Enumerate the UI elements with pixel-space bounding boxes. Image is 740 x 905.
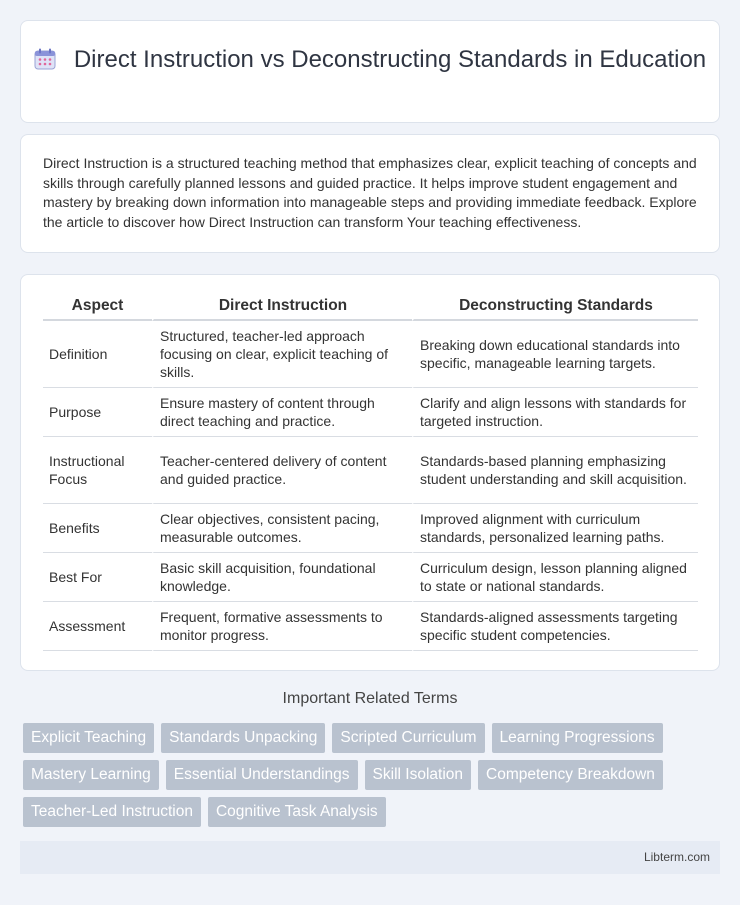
intro-text: Direct Instruction is a structured teaching method that emphasizes clear, explicit teaching of concepts and skills through carefully planned lessons and guided practice. It helps improve student engagement and mastery by breaking down information into manageable steps and providing immediate feedback. Explore the article to discover how Direct Instruction can transform Your teaching effectiveness. [43, 155, 697, 230]
related-term-tag[interactable]: Standards Unpacking [161, 723, 325, 753]
page-title-text: Direct Instruction vs Deconstructing Standards in Education [73, 46, 707, 73]
table-cell-aspect: Instructional Focus [43, 437, 152, 504]
table-row [43, 602, 698, 651]
table-cell: Standards-based planning emphasizing student understanding and skill acquisition. [412, 437, 698, 504]
table-cell: Ensure mastery of content through direct teaching and practice. [152, 388, 412, 437]
page-title [21, 45, 719, 74]
table-cell: Clarify and align lessons with standards for targeted instruction. [412, 388, 698, 437]
comparison-table-card [20, 274, 720, 671]
comparison-table [43, 297, 698, 651]
intro-card [20, 134, 720, 253]
table-row [43, 321, 698, 388]
footer-site-link[interactable]: Libterm.com [643, 850, 710, 864]
table-cell-aspect: Benefits [43, 504, 152, 553]
related-term-tag[interactable]: Scripted Curriculum [332, 723, 484, 753]
footer [20, 841, 720, 874]
related-term-tag[interactable]: Teacher-Led Instruction [23, 797, 201, 827]
table-row [43, 553, 698, 602]
header-deconstructing-standards: Deconstructing Standards [412, 297, 698, 321]
related-term-tag[interactable]: Essential Understandings [166, 760, 358, 790]
table-cell: Standards-aligned assessments targeting specific student competencies. [412, 602, 698, 651]
table-cell: Curriculum design, lesson planning aligned to state or national standards. [412, 553, 698, 602]
related-terms-list [23, 723, 703, 827]
related-term-tag[interactable]: Explicit Teaching [23, 723, 154, 753]
table-cell: Teacher-centered delivery of content and guided practice. [152, 437, 412, 504]
table-cell: Frequent, formative assessments to monitor progress. [152, 602, 412, 651]
table-cell-aspect: Purpose [43, 388, 152, 437]
related-terms-heading: Important Related Terms [282, 690, 458, 707]
header-direct-instruction: Direct Instruction [152, 297, 412, 321]
title-card [20, 20, 720, 123]
related-term-tag[interactable]: Skill Isolation [365, 760, 471, 790]
related-term-tag[interactable]: Learning Progressions [492, 723, 663, 753]
table-cell: Clear objectives, consistent pacing, measurable outcomes. [152, 504, 412, 553]
related-term-tag[interactable]: Competency Breakdown [478, 760, 663, 790]
table-row [43, 437, 698, 504]
table-cell-aspect: Assessment [43, 602, 152, 651]
table-cell-aspect: Definition [43, 321, 152, 388]
table-cell: Basic skill acquisition, foundational knowledge. [152, 553, 412, 602]
table-row [43, 388, 698, 437]
table-header-row [43, 297, 698, 321]
table-cell: Breaking down educational standards into specific, manageable learning targets. [412, 321, 698, 388]
calendar-icon [34, 48, 56, 70]
table-cell: Improved alignment with curriculum standards, personalized learning paths. [412, 504, 698, 553]
related-term-tag[interactable]: Mastery Learning [23, 760, 159, 790]
table-cell: Structured, teacher-led approach focusing on clear, explicit teaching of skills. [152, 321, 412, 388]
related-term-tag[interactable]: Cognitive Task Analysis [208, 797, 386, 827]
table-cell-aspect: Best For [43, 553, 152, 602]
table-row [43, 504, 698, 553]
header-aspect: Aspect [43, 297, 152, 321]
